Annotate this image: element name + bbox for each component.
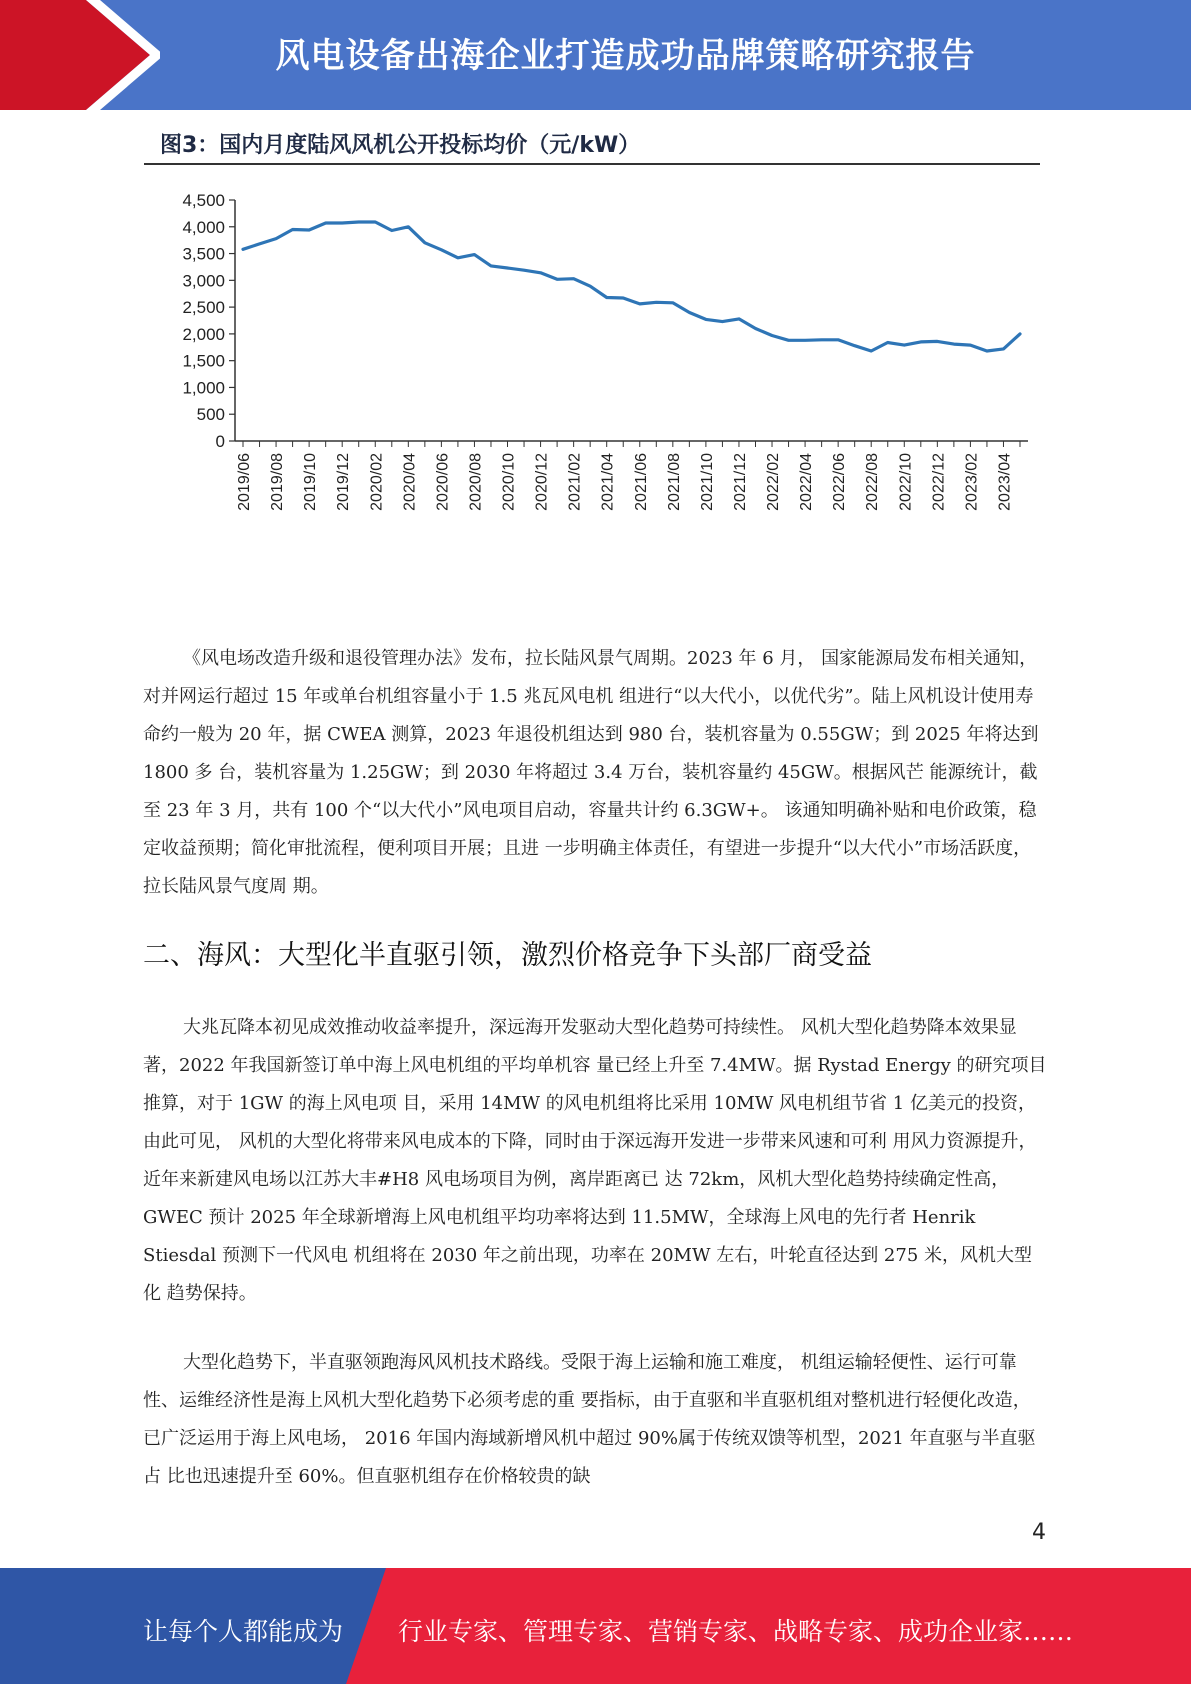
x-tick-label: 2019/06 bbox=[236, 453, 253, 511]
y-tick-label: 3,000 bbox=[182, 271, 225, 291]
footer-slogan-right: 行业专家、管理专家、营销专家、战略专家、成功企业家…… bbox=[398, 1617, 1074, 1646]
figure-title: 图3：国内月度陆风风机公开投标均价（元/kW） bbox=[160, 133, 641, 158]
x-tick-label: 2021/12 bbox=[731, 453, 749, 511]
x-tick-label: 2022/12 bbox=[930, 453, 948, 511]
figure-title-rule bbox=[144, 163, 1040, 165]
y-tick-label: 2,000 bbox=[182, 324, 225, 344]
x-tick-label: 2021/08 bbox=[665, 453, 683, 511]
x-tick-label: 2022/02 bbox=[765, 453, 783, 511]
y-tick-label: 1,500 bbox=[182, 351, 225, 371]
paragraph-direct-drive bbox=[143, 1344, 1048, 1496]
y-tick-label: 2,500 bbox=[182, 298, 225, 318]
x-tick-label: 2023/04 bbox=[996, 453, 1014, 511]
y-tick-label: 1,000 bbox=[182, 378, 225, 398]
x-tick-label: 2019/10 bbox=[302, 453, 320, 511]
y-tick-label: 4,500 bbox=[182, 191, 225, 210]
x-tick-label: 2021/06 bbox=[632, 453, 650, 511]
page-number: 4 bbox=[1032, 1520, 1046, 1545]
x-tick-label: 2020/02 bbox=[368, 453, 386, 511]
paragraph-policy bbox=[143, 640, 1048, 906]
paragraph-offshore-text: 大兆瓦降本初见成效推动收益率提升，深远海开发驱动大型化趋势可持续性。 风机大型化趋势降本效果显著，2022 年我国新签订单中海上风电机组的平均单机容 量已经上升至 7.4MW。据 Rystad Energy 的研究项目推算，对于 1GW 的海上风电项 目，采用 14MW 的风电机组将比采用 10MW 风电机组节省 1 亿美元的投资，由此可见， 风机的大型化将带来风电成本的下降，同时由于深远海开发进一步带来风速和可利 用风力资源提升，近年来新建风电场以江苏大丰#H8 风电场项目为例，离岸距离已 达 72km，风机大型化趋势持续确定性高，GWEC 预计 2025 年全球新增海上风电机组平均功率将达到 11.5MW，全球海上风电的先行者 Henrik Stiesdal 预测下一代风电 机组将在 2030 年之前出现，功率在 20MW 左右，叶轮直径达到 275 米，风机大型化 趋势保持。 bbox=[143, 1017, 1047, 1304]
x-tick-label: 2020/08 bbox=[467, 453, 485, 511]
paragraph-direct-drive-text: 大型化趋势下，半直驱领跑海风风机技术路线。受限于海上运输和施工难度， 机组运输轻便性、运行可靠性、运维经济性是海上风机大型化趋势下必须考虑的重 要指标，由于直驱和半直驱机组对整机进行轻便化改造，已广泛运用于海上风电场， 2016 年国内海域新增风机中超过 90%属于传统双馈等机型，2021 年直驱与半直驱占 比也迅速提升至 60%。但直驱机组存在价格较贵的缺 bbox=[143, 1352, 1036, 1487]
price-line-chart bbox=[140, 180, 1040, 540]
report-title: 风电设备出海企业打造成功品牌策略研究报告 bbox=[275, 36, 976, 76]
x-tick-label: 2021/10 bbox=[698, 453, 716, 511]
y-tick-label: 4,000 bbox=[182, 217, 225, 237]
page-footer-band bbox=[0, 1568, 1191, 1684]
paragraph-policy-text: 《风电场改造升级和退役管理办法》发布，拉长陆风景气周期。2023 年 6 月， 国家能源局发布相关通知，对并网运行超过 15 年或单台机组容量小于 1.5 兆瓦风电机 组进行“以大代小，以优代劣”。陆上风机设计使用寿命约一般为 20 年，据 CWEA 测算，2023 年退役机组达到 980 台，装机容量为 0.55GW；到 2025 年将达到 1800 多 台，装机容量为 1.25GW；到 2030 年将超过 3.4 万台，装机容量约 45GW。根据风芒 能源统计，截至 23 年 3 月，共有 100 个“以大代小”风电项目启动，容量共计约 6.3GW+。 该通知明确补贴和电价政策，稳定收益预期；简化审批流程，便利项目开展；且进 一步明确主体责任，有望进一步提升“以大代小”市场活跃度，拉长陆风景气度周 期。 bbox=[143, 648, 1039, 897]
x-tick-label: 2020/04 bbox=[401, 453, 419, 511]
page-header-band bbox=[0, 0, 1191, 110]
x-tick-label: 2019/12 bbox=[335, 453, 353, 511]
y-tick-label: 0 bbox=[215, 432, 225, 451]
x-tick-label: 2021/02 bbox=[566, 453, 584, 511]
x-tick-label: 2022/04 bbox=[798, 453, 816, 511]
x-tick-label: 2020/12 bbox=[533, 453, 551, 511]
series-line-bid-price bbox=[243, 222, 1020, 351]
x-tick-label: 2020/06 bbox=[434, 453, 452, 511]
x-tick-label: 2021/04 bbox=[599, 453, 617, 511]
paragraph-offshore bbox=[143, 1009, 1048, 1313]
x-tick-label: 2022/08 bbox=[864, 453, 882, 511]
section-heading: 二、海风：大型化半直驱引领，激烈价格竞争下头部厂商受益 bbox=[143, 940, 872, 971]
x-tick-label: 2022/10 bbox=[897, 453, 915, 511]
x-tick-label: 2022/06 bbox=[831, 453, 849, 511]
footer-slogan-left: 让每个人都能成为 bbox=[143, 1617, 344, 1646]
x-tick-label: 2020/10 bbox=[500, 453, 518, 511]
y-tick-label: 3,500 bbox=[182, 244, 225, 264]
x-tick-label: 2019/08 bbox=[269, 453, 287, 511]
x-tick-label: 2023/02 bbox=[963, 453, 981, 511]
y-tick-label: 500 bbox=[196, 405, 225, 425]
